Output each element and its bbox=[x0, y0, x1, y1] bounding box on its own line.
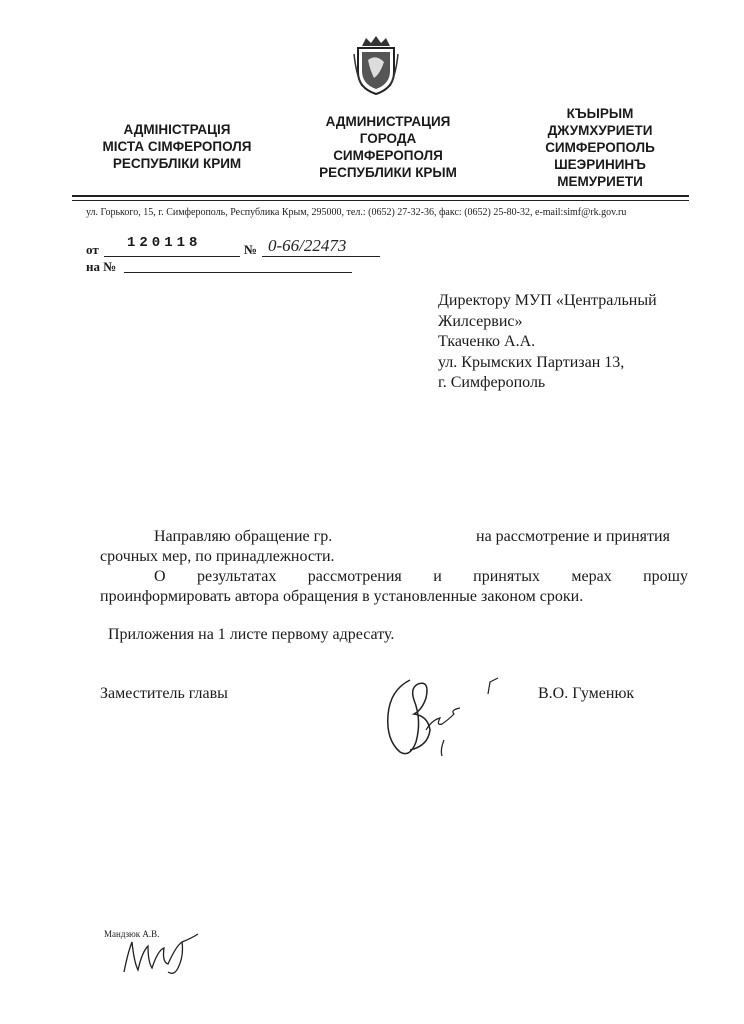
signatory-position: Заместитель главы bbox=[100, 685, 228, 702]
header-crh-line-2: ДЖУМХУРИЕТИ bbox=[547, 123, 653, 138]
paragraph-2-line-2: проинформировать автора обращения в установленные законом сроки. bbox=[100, 588, 584, 605]
header-ru-line-2: ГОРОДА bbox=[359, 131, 417, 146]
handwritten-signature-icon bbox=[370, 670, 480, 770]
date-stamp: 120118 bbox=[127, 235, 202, 251]
header-ua-line-3: РЕСПУБЛІКИ КРИМ bbox=[112, 156, 242, 171]
header-russian bbox=[298, 113, 478, 181]
recipient-line-2: Жилсервис» bbox=[438, 312, 523, 330]
header-ru-line-1: АДМИНИСТРАЦИЯ bbox=[325, 114, 451, 129]
recipient-line-3: Ткаченко А.А. bbox=[438, 333, 536, 350]
number-label: № bbox=[244, 242, 258, 257]
header-ukrainian bbox=[92, 121, 262, 172]
paragraph-2-line-1: О результатах рассмотрения и принятых мерах прошу bbox=[154, 568, 688, 585]
header-divider-thin bbox=[72, 200, 689, 201]
attachment-note: Приложения на 1 листе первому адресату. bbox=[108, 626, 395, 643]
from-label: от bbox=[86, 242, 99, 257]
paragraph-1-continuation: срочных мер, по принадлежности. bbox=[100, 548, 335, 565]
header-crh-line-1: КЪЫРЫМ bbox=[566, 106, 634, 121]
header-crh-line-3: СИМФЕРОПОЛЬ bbox=[545, 140, 655, 155]
recipient-line-4: ул. Крымских Партизан 13, bbox=[438, 353, 625, 371]
paragraph-1-start: Направляю обращение гр. bbox=[154, 528, 333, 545]
organization-address: ул. Горького, 15, г. Симферополь, Республика Крым, 295000, тел.: (0652) 27-32-36, факс: (0652) 25-80-32, e-mail:simf@rk.gov.ru bbox=[86, 207, 627, 218]
outgoing-number: 0-66/22473 bbox=[268, 236, 347, 255]
header-ua-line-1: АДМІНІСТРАЦІЯ bbox=[123, 122, 231, 137]
reply-number-field bbox=[124, 256, 352, 273]
reply-label: на № bbox=[86, 259, 117, 274]
header-ru-line-4: РЕСПУБЛИКИ КРЫМ bbox=[319, 165, 457, 180]
handwritten-mark-icon bbox=[486, 676, 500, 696]
header-ua-line-2: МІСТА СІМФЕРОПОЛЯ bbox=[102, 139, 252, 154]
header-ru-line-3: СИМФЕРОПОЛЯ bbox=[333, 148, 443, 163]
recipient-line-1: Директору МУП «Центральный bbox=[438, 292, 657, 309]
header-crh-line-4: ШЕЭРИНИНЪ bbox=[554, 157, 646, 172]
city-coat-of-arms-icon bbox=[352, 34, 400, 96]
signatory-name: В.О. Гуменюк bbox=[538, 685, 635, 702]
executor-name: Мандзюк А.В. bbox=[104, 929, 160, 939]
paragraph-1-end: на рассмотрение и принятия bbox=[476, 528, 670, 545]
header-crh-line-5: МЕМУРИЕТИ bbox=[557, 174, 643, 189]
header-divider-thick bbox=[72, 195, 689, 197]
recipient-block bbox=[438, 291, 657, 394]
executor-signature-icon bbox=[118, 932, 204, 978]
header-crimean-tatar bbox=[520, 105, 680, 190]
recipient-line-5: г. Симферополь bbox=[438, 374, 546, 391]
